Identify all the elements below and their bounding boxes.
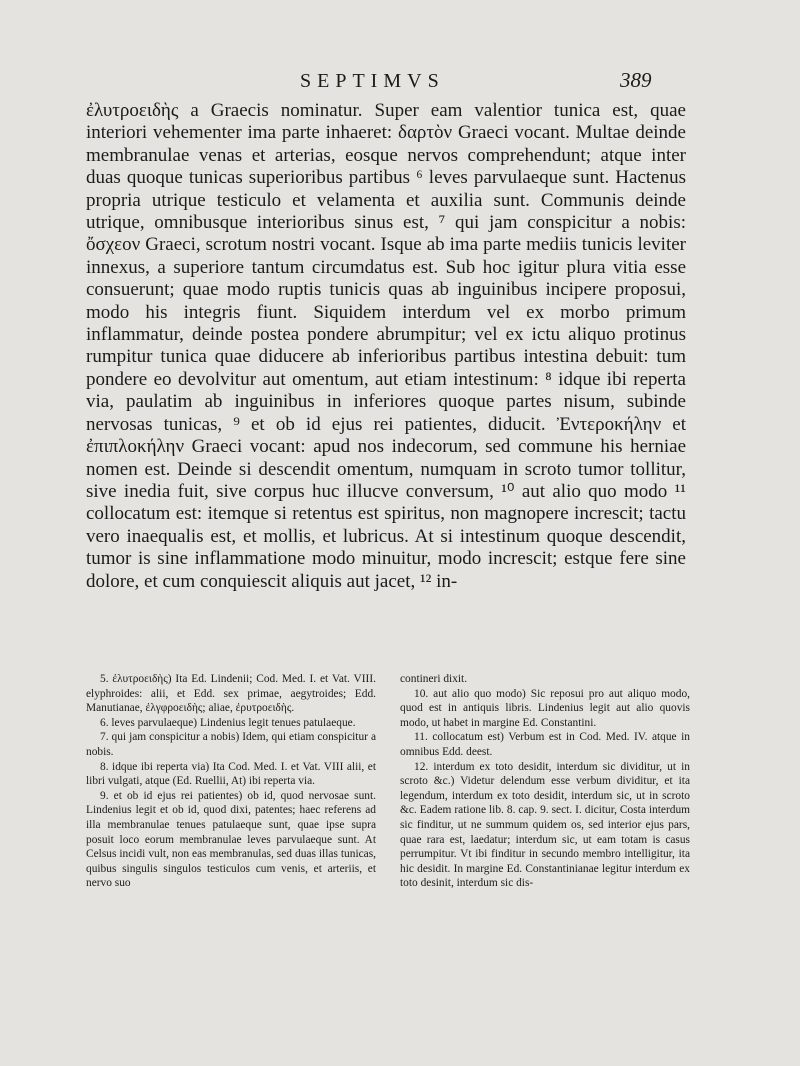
footnote: 8. idque ibi reperta via) Ita Cod. Med. I. et Vat. VIII alii, et libri vulgati, atque (Ed. Ruellii, At) ibi reperta via. (86, 760, 376, 788)
footnotes-right-column (400, 672, 690, 891)
footnotes-left-column (86, 672, 376, 891)
footnote: 6. leves parvulaeque) Lindenius legit tenues patulaeque. (100, 716, 356, 729)
page-number: 389 (620, 68, 652, 92)
page-header (0, 66, 800, 98)
footnote: 9. et ob id ejus rei patientes) ob id, quod nervosae sunt. Lindenius legit et ob id, quod dixi, patentes; haec referens ad illa membranulae tenues patulaeque sunt, quae ipse supra posuit loco eorum membranulae leves parvulaeque sunt. At Celsus incidi vult, non eas membranulas, sed duas illas tunicas, quibus singulis singulos testiculos cum venis, et arteriis, et nervo suo (86, 789, 376, 890)
footnote: 12. interdum ex toto desidit, interdum sic dividitur, ut in scroto &c.) Videtur delendum esse verbum dividitur, et ita legendum, interdum ex toto desidit, interdum sic, ut in scroto &c. Eadem ratione lib. 8. cap. 9. sect. I. dicitur, Costa interdum sic finditur, ut ne summum quidem os, sed interior ejus pars, quae rara est, laedatur; interdum sic, ut eam totam is casus perrumpitur. Vt ibi finditur in secundo membro intelligitur, ita hic desidit. In margine Ed. Constantinianae legitur interdum ex toto desinit, interdum sic dis- (400, 760, 690, 890)
footnote: 5. ἐλυτροειδὴς) Ita Ed. Lindenii; Cod. Med. I. et Vat. VIII. elyphroides: alii, et Edd. sex primae, aegytroides; Edd. Manutianae, ἐλγφροειδὴς; aliae, ἐρυτροειδὴς. (86, 673, 376, 715)
footnote: 10. aut alio quo modo) Sic reposui pro aut aliquo modo, quod est in antiquis libris. Lindenius legit aut alio quovis modo, ut habet in margine Ed. Constantini. (400, 687, 690, 729)
footnote: 7. qui jam conspicitur a nobis) Idem, qui etiam conspicitur a nobis. (86, 731, 376, 758)
running-head: SEPTIMVS (300, 70, 445, 92)
body-paragraph: ἐλυτροειδὴς a Graecis nominatur. Super eam valentior tunica est, quae interiori vehementer ima parte inhaeret: δαρτὸν Graeci vocant. Multae deinde membranulae venas et arterias, eosque nervos comprehendunt; atque inter duas quoque tunicas superioribus partibus ⁶ leves parvulaeque sunt. Hactenus propria utrique testiculo et velamenta et auxilia sunt. Communis deinde utrique, omnibusque interioribus sinus est, ⁷ qui jam conspicitur a nobis: ὄσχεον Graeci, scrotum nostri vocant. Isque ab ima parte mediis tunicis leviter innexus, a superiore tantum circumdatus est. Sub hoc igitur plura vitia esse consuerunt; quae modo ruptis tunicis quas ab inguinibus incipere proposui, modo his integris fiunt. Siquidem interdum vel ex morbo primum inflammatur, deinde postea pondere abrumpitur; vel ex ictu aliquo protinus rumpitur tunica quae diducere ab inferioribus partibus intestina debuit: tum pondere eo devolvitur aut omentum, aut etiam intestinum: ⁸ idque ibi reperta via, paulatim ab inguinibus in inferiores quoque partes nisum, subinde nervosas tunicas, ⁹ et ob id ejus rei patientes, diducit. Ἐντεροκήλην et ἐπιπλοκήλην Graeci vocant: apud nos indecorum, sed commune his herniae nomen est. Deinde si descendit omentum, numquam in scroto tumor tollitur, sive inedia fuit, sive corpus huc illucve conversum, ¹⁰ aut alio quo modo ¹¹ collocatum est: itemque si retentus est spiritus, non magnopere increscit; tactu vero inaequalis est, et mollis, et lubricus. At si intestinum quoque descendit, tumor is sine inflammatione modo minuitur, modo increscit; estque fere sine dolore, et cum conquiescit aliquis aut jacet, ¹² in- (86, 100, 686, 592)
footnote: 11. collocatum est) Verbum est in Cod. Med. IV. atque in omnibus Edd. deest. (400, 731, 690, 758)
footnote-continuation: contineri dixit. (400, 673, 468, 685)
main-text (86, 100, 686, 593)
footnotes (86, 672, 690, 1012)
